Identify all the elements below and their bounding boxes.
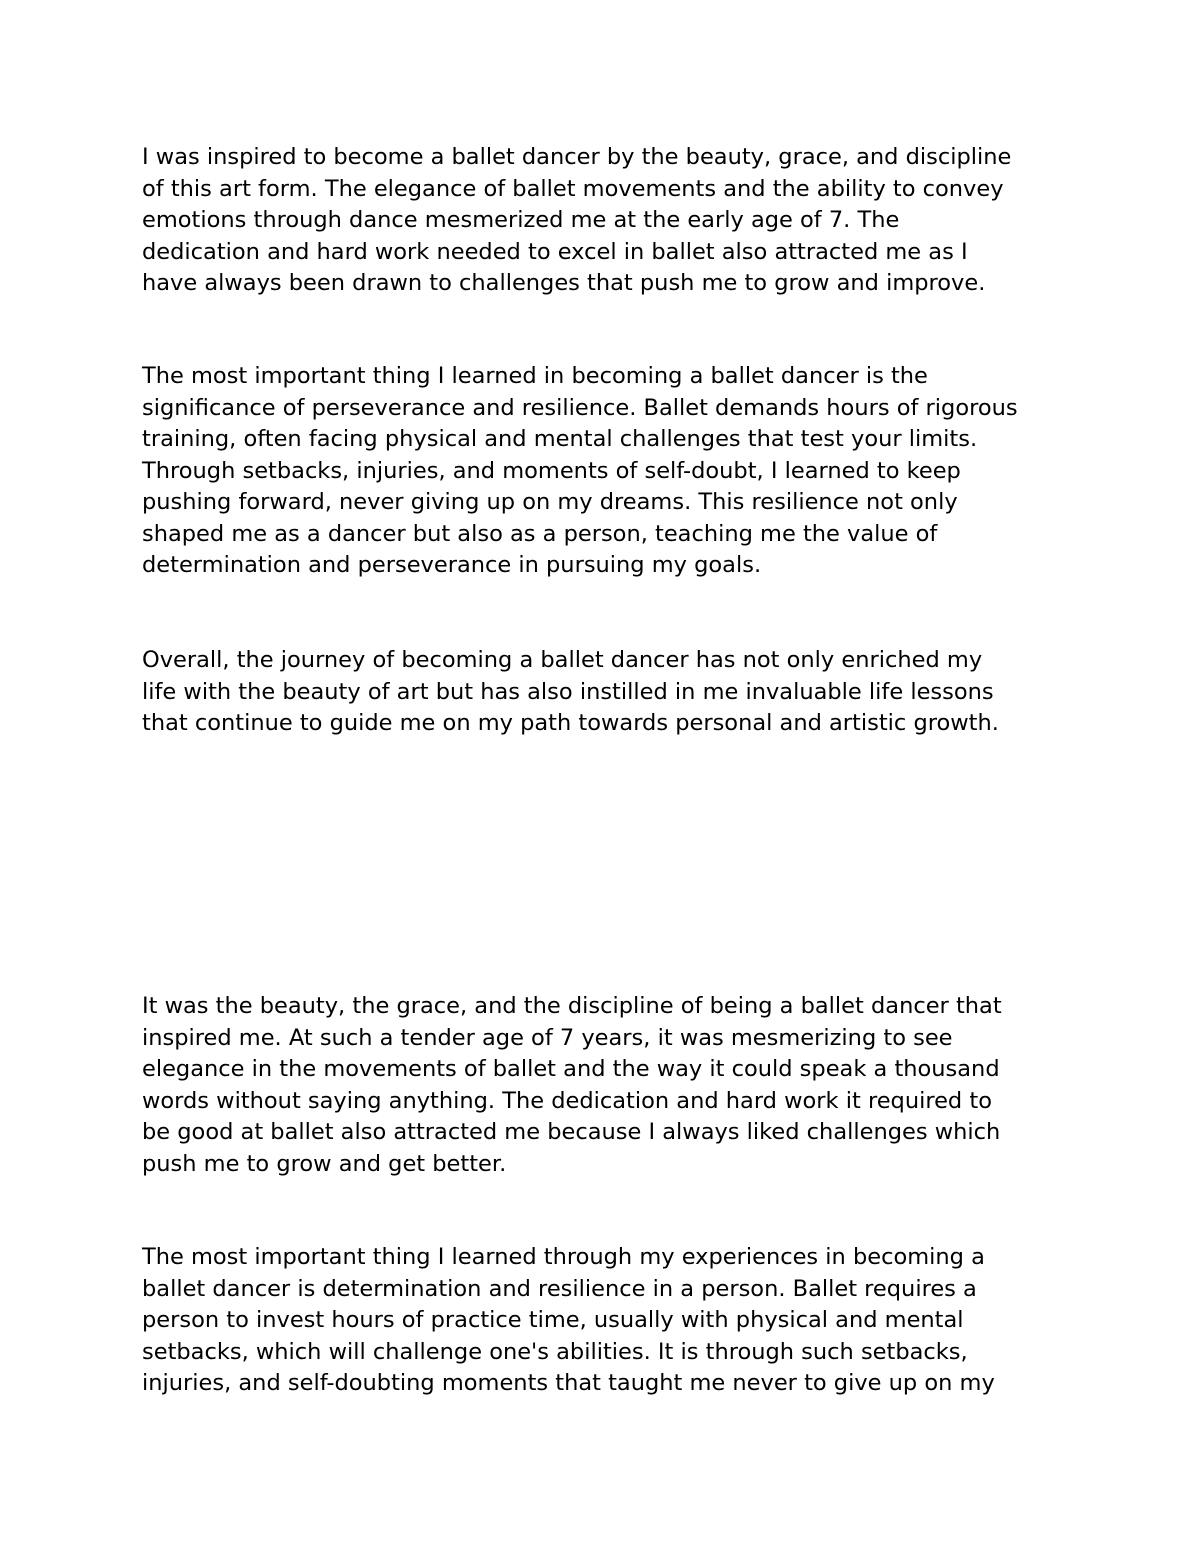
text-line: life with the beauty of art but has also instilled in me invaluable life lessons	[142, 678, 994, 705]
text-line: that continue to guide me on my path towards personal and artistic growth.	[142, 710, 999, 736]
paragraph-inspiration-rewrite	[142, 991, 1072, 1180]
paragraph-lesson-rewrite	[142, 1242, 1072, 1400]
text-line: determination and perseverance in pursuing my goals.	[142, 552, 762, 578]
paragraph-lesson	[142, 361, 1072, 582]
text-line: injuries, and self-doubting moments that taught me never to give up on my	[142, 1370, 995, 1396]
text-line: inspired me. At such a tender age of 7 years, it was mesmerizing to see	[142, 1024, 953, 1051]
text-line: dedication and hard work needed to excel in ballet also attracted me as I	[142, 238, 968, 265]
text-line: The most important thing I learned in becoming a ballet dancer is the	[142, 363, 928, 389]
text-line: It was the beauty, the grace, and the discipline of being a ballet dancer that	[142, 993, 1002, 1019]
paragraph-inspiration	[142, 142, 1072, 300]
text-line: I was inspired to become a ballet dancer by the beauty, grace, and discipline	[142, 144, 1012, 170]
text-line: setbacks, which will challenge one's abilities. It is through such setbacks,	[142, 1338, 968, 1365]
text-line: pushing forward, never giving up on my dreams. This resilience not only	[142, 489, 958, 515]
text-line: Through setbacks, injuries, and moments of self-doubt, I learned to keep	[142, 457, 961, 484]
text-line: of this art form. The elegance of ballet movements and the ability to convey	[142, 175, 1004, 202]
text-line: training, often facing physical and mental challenges that test your limits.	[142, 426, 978, 452]
paragraph-conclusion	[142, 645, 1072, 740]
text-line: have always been drawn to challenges that push me to grow and improve.	[142, 270, 986, 296]
text-line: ballet dancer is determination and resilience in a person. Ballet requires a	[142, 1275, 977, 1302]
text-line: person to invest hours of practice time, usually with physical and mental	[142, 1307, 964, 1333]
text-line: shaped me as a dancer but also as a person, teaching me the value of	[142, 520, 938, 547]
text-line: push me to grow and get better.	[142, 1150, 507, 1177]
text-line: emotions through dance mesmerized me at the early age of 7. The	[142, 207, 900, 233]
text-line: The most important thing I learned through my experiences in becoming a	[142, 1244, 985, 1270]
text-line: significance of perseverance and resilience. Ballet demands hours of rigorous	[142, 394, 1018, 421]
text-line: Overall, the journey of becoming a ballet dancer has not only enriched my	[142, 647, 983, 673]
text-line: elegance in the movements of ballet and the way it could speak a thousand	[142, 1056, 1000, 1082]
text-line: words without saying anything. The dedication and hard work it required to	[142, 1087, 992, 1114]
text-line: be good at ballet also attracted me because I always liked challenges which	[142, 1119, 1001, 1145]
